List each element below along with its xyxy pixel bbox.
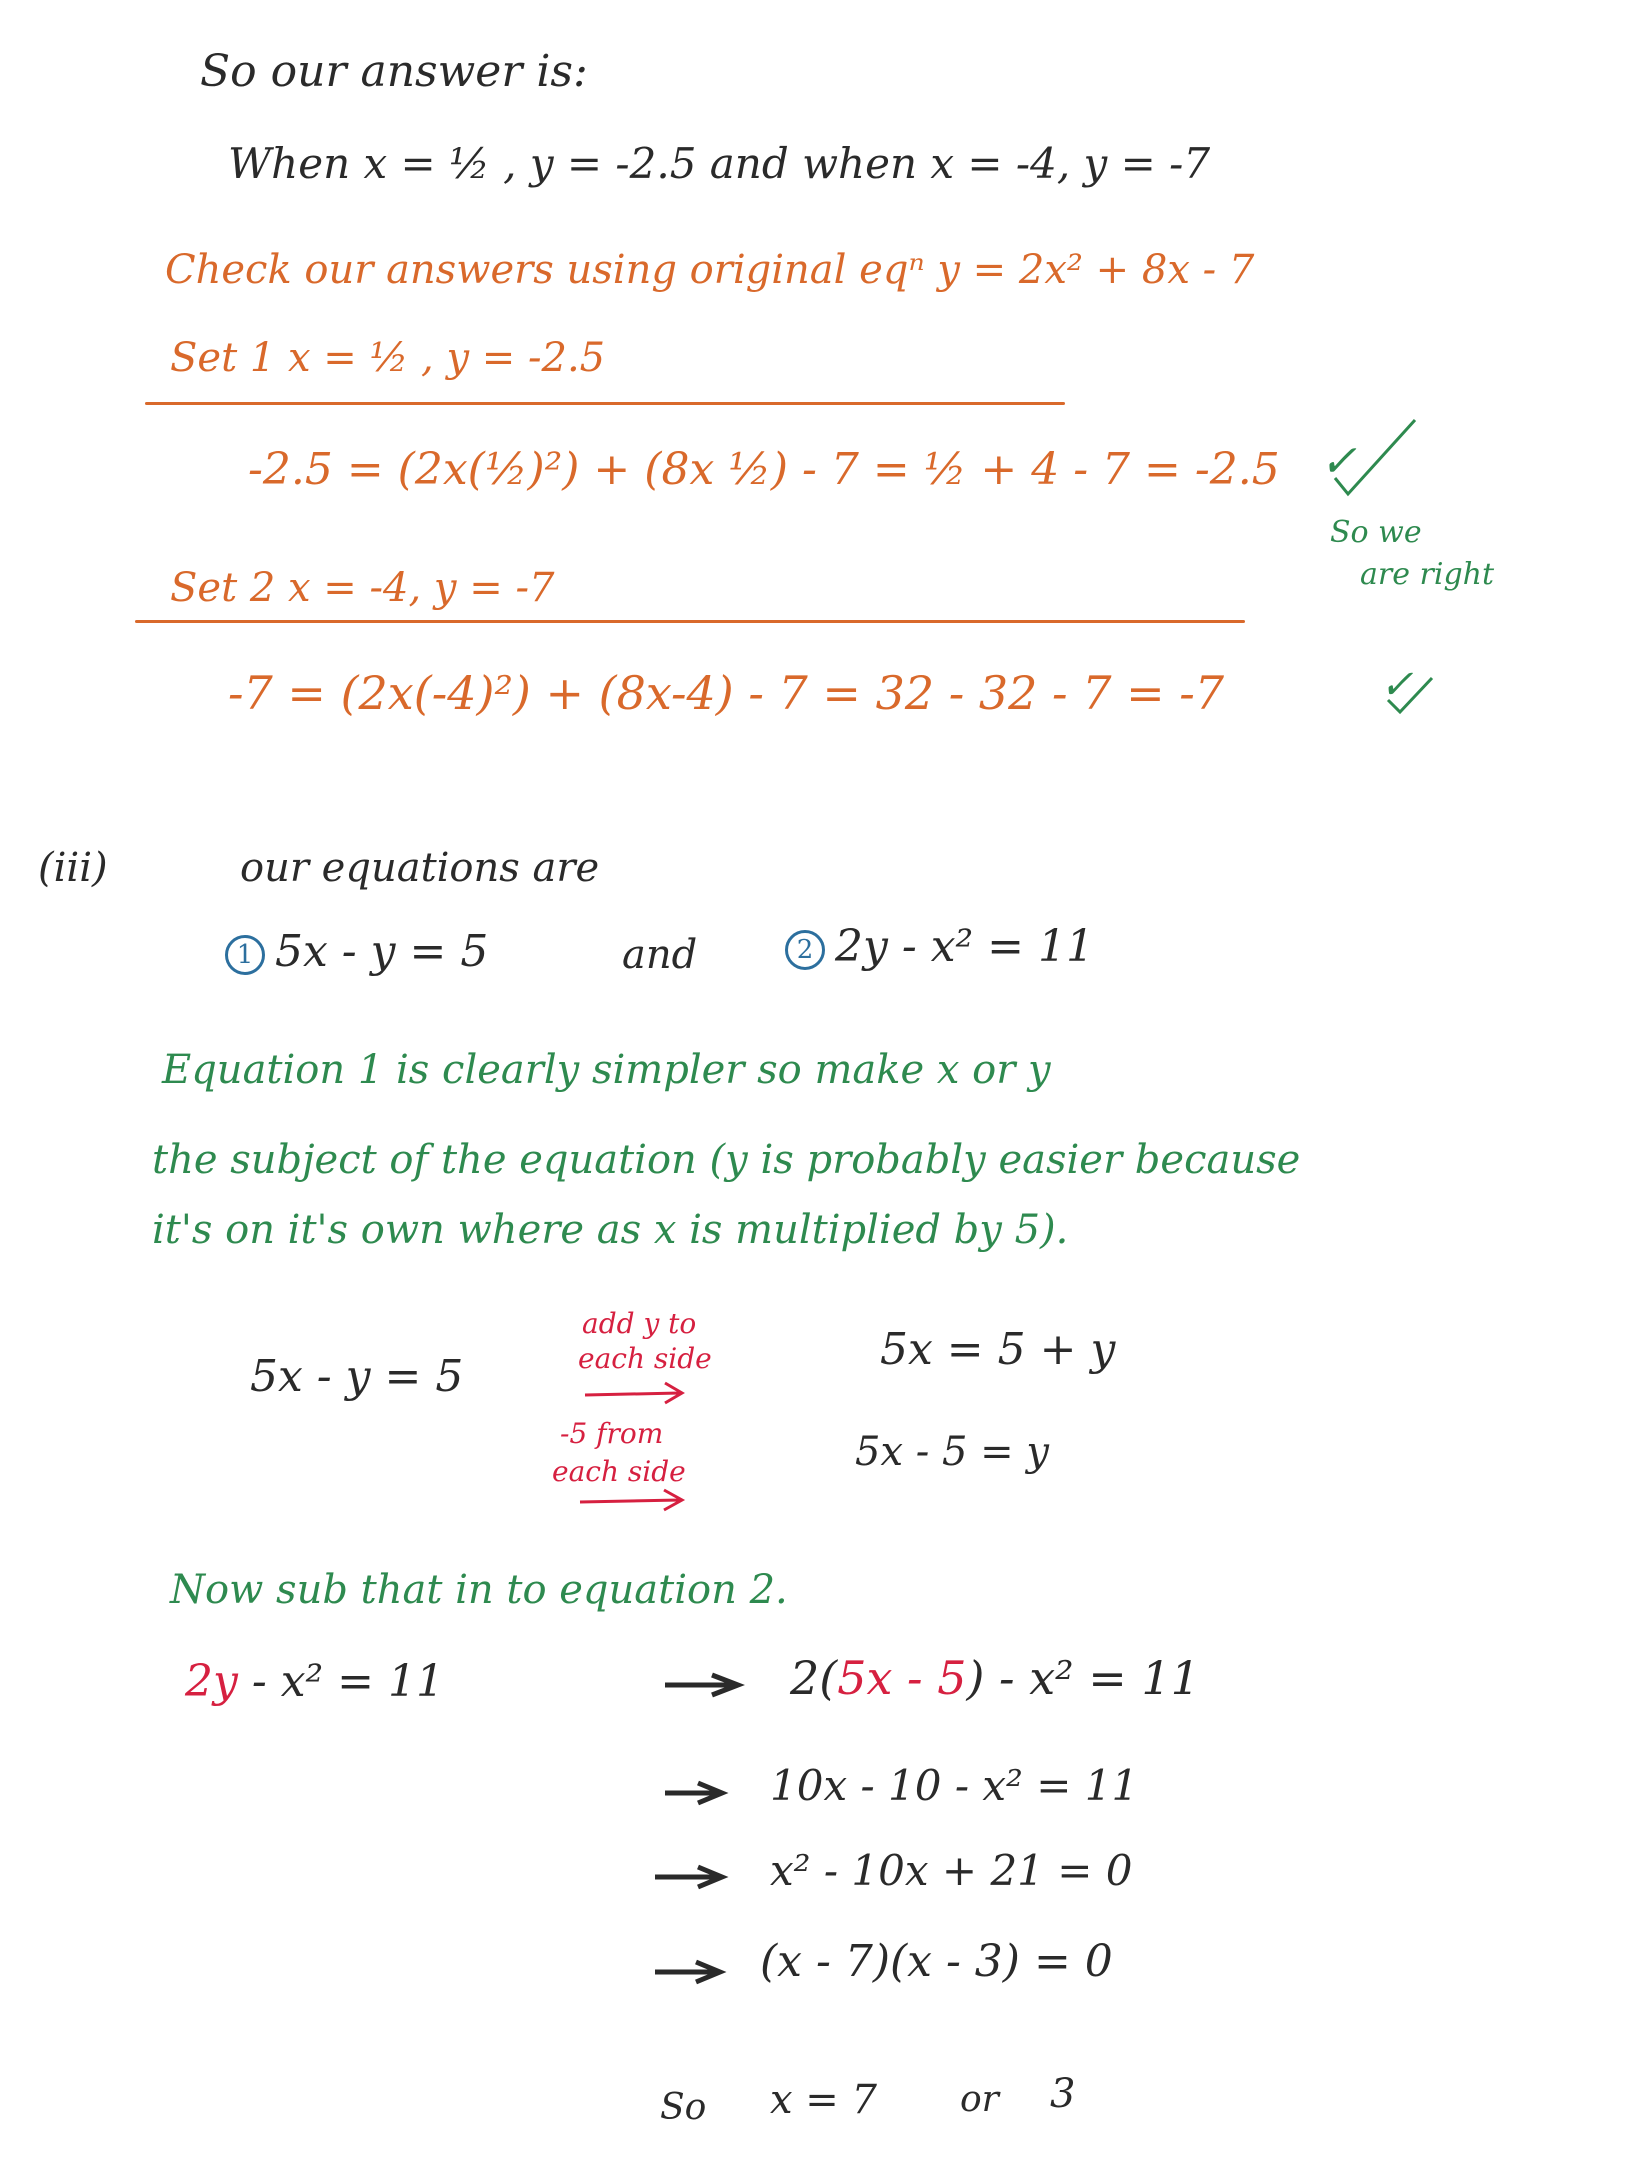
equation-2-number: 2 (785, 930, 825, 970)
set2-working: -7 = (2x(-4)²) + (8x-4) - 7 = 32 - 32 - 7 = -7 (228, 666, 1225, 720)
arrow-1-icon (665, 1675, 738, 1695)
step1-result: 5x = 5 + y (880, 1324, 1116, 1375)
part-intro: our equations are (240, 845, 600, 891)
set2-tick-stroke (1388, 678, 1432, 712)
step2-result: 5x - 5 = y (855, 1429, 1049, 1475)
set2-tick: ✓ (1380, 662, 1414, 708)
equation-1-text: 5x - y = 5 (275, 926, 489, 977)
check-heading: Check our answers using original eqⁿ y = 2x² + 8x - 7 (165, 247, 1255, 293)
rearrange-start: 5x - y = 5 (250, 1351, 464, 1402)
set1-tick: ✓ (1320, 436, 1357, 487)
sub-line-1-post: ) - x² = 11 (966, 1651, 1200, 1705)
sub-line-2: 10x - 10 - x² = 11 (770, 1761, 1139, 1810)
explanation-line-2: the subject of the equation (y is probably easier because (152, 1137, 1301, 1183)
explanation-line-1: Equation 1 is clearly simpler so make x or y (162, 1047, 1051, 1093)
answer-line: When x = ½ , y = -2.5 and when x = -4, y = -7 (228, 139, 1211, 188)
sub-line-4: (x - 7)(x - 3) = 0 (760, 1936, 1113, 1987)
set1-label: Set 1 x = ½ , y = -2.5 (170, 335, 606, 381)
set1-working: -2.5 = (2x(½)²) + (8x ½) - 7 = ½ + 4 - 7 = -2.5 (248, 444, 1280, 495)
equation-2-rest: - x² = 11 (237, 1656, 444, 1707)
note-line-1: So we (1330, 515, 1422, 550)
arrow-4-icon (655, 1962, 720, 1982)
conclusion-or: or (960, 2079, 999, 2120)
step1-arrow (585, 1383, 682, 1403)
part-label: (iii) (38, 845, 108, 891)
equation-1-number: 1 (225, 935, 265, 975)
step1-note-line-2: each side (578, 1342, 712, 1375)
conclusion-value-2: 3 (1050, 2071, 1076, 2117)
set1-tick-stroke (1335, 420, 1415, 494)
step2-note-line-2: each side (552, 1455, 686, 1488)
explanation-line-3: it's on it's own where as x is multiplied by 5). (152, 1207, 1069, 1253)
sub-line-1-substituted: 5x - 5 (837, 1651, 967, 1705)
conclusion-so: So (660, 2087, 707, 2128)
arrow-3-icon (655, 1867, 722, 1887)
conclusion-value: x = 7 (770, 2077, 877, 2123)
sub-line-1-pre: 2( (790, 1651, 838, 1705)
substitution-intro: Now sub that in to equation 2. (170, 1567, 788, 1613)
set2-label: Set 2 x = -4, y = -7 (170, 565, 555, 611)
step2-note-line-1: -5 from (560, 1417, 664, 1450)
equation-2-text: 2y - x² = 11 (835, 921, 1094, 972)
note-line-2: are right (1360, 557, 1495, 592)
equation-2-y-term: 2y (185, 1656, 238, 1707)
step1-note-line-1: add y to (582, 1307, 697, 1340)
step2-arrow (580, 1490, 682, 1510)
sub-line-3: x² - 10x + 21 = 0 (770, 1846, 1133, 1895)
answer-intro: So our answer is: (200, 46, 588, 97)
arrow-2-icon (665, 1783, 722, 1803)
and-word: and (622, 932, 698, 978)
